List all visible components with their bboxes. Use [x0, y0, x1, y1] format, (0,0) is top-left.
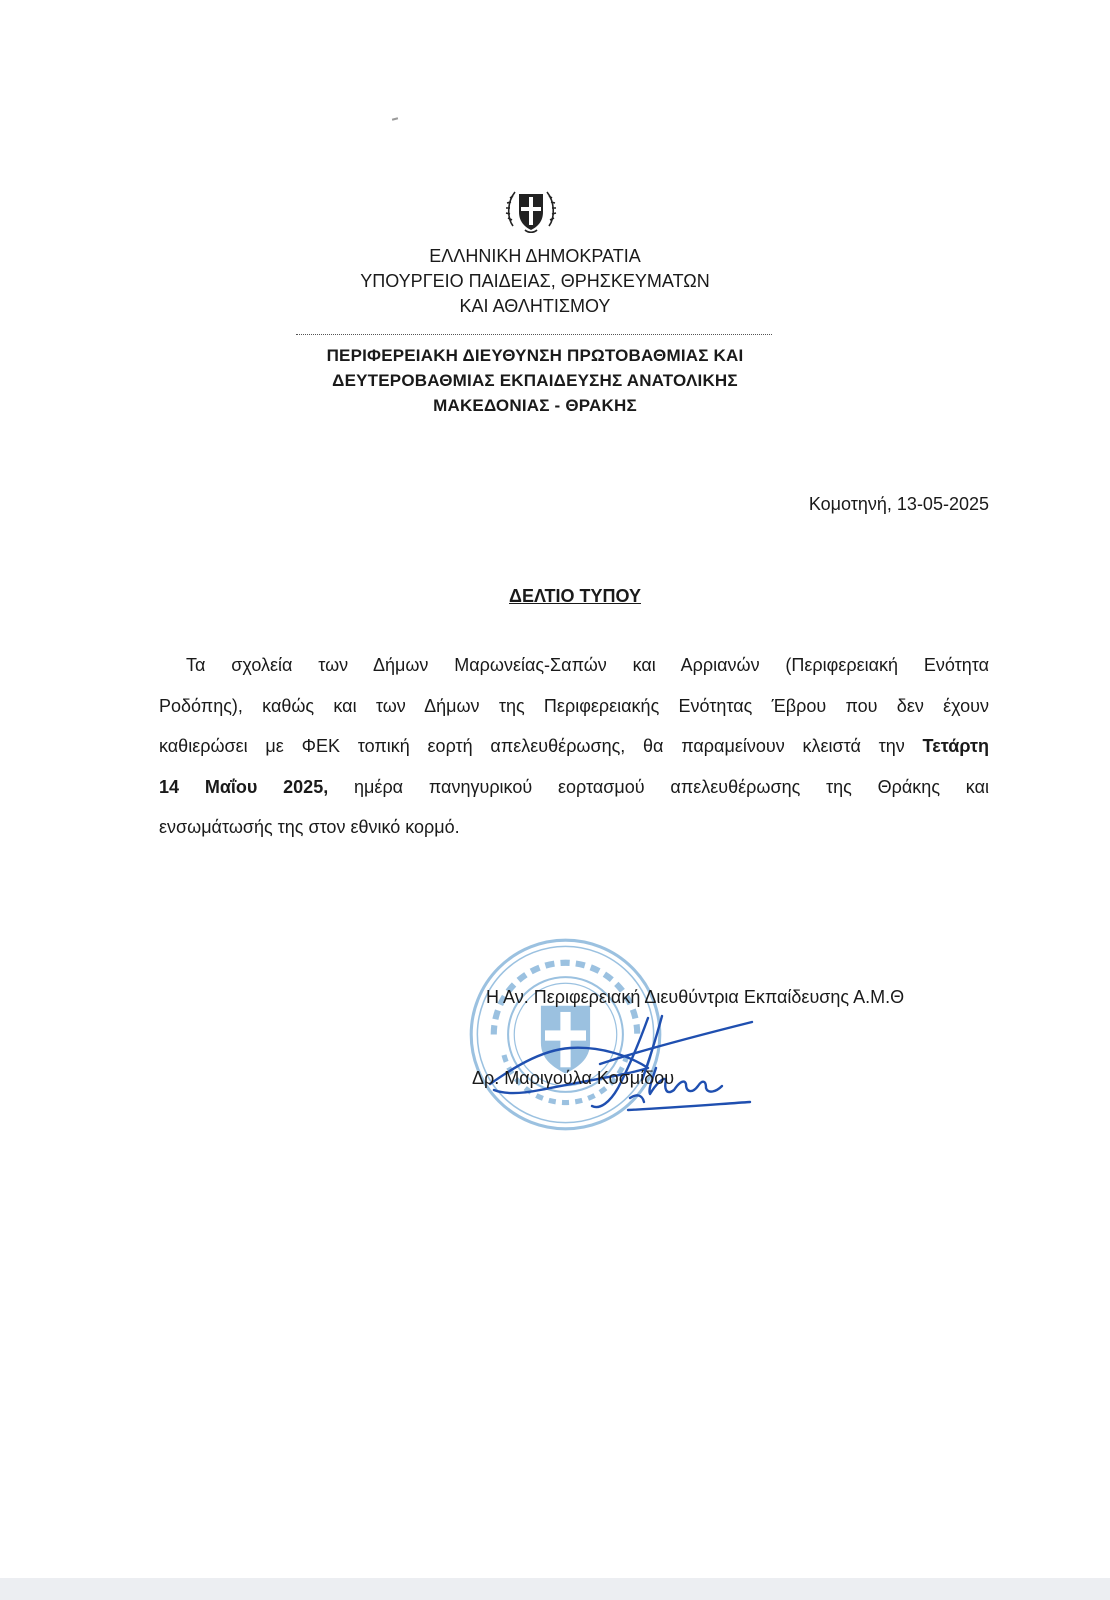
document-title: ΔΕΛΤΙΟ ΤΥΠΟΥ: [509, 586, 641, 606]
body-line-1: Τα σχολεία των Δήμων Μαρωνείας-Σαπών και Αρριανών (Περιφερειακή Ενότητα: [186, 655, 989, 675]
body-line-3-bold: Τετάρτη: [922, 736, 989, 756]
signatory-name: Δρ. Μαριγούλα Κοσμίδου: [472, 1068, 675, 1088]
body-line-3-text: καθιερώσει με ΦΕΚ τοπική εορτή απελευθέρωσης, θα παραμείνουν κλειστά την: [159, 736, 905, 756]
directorate-line-1: ΠΕΡΙΦΕΡΕΙΑΚΗ ΔΙΕΥΘΥΝΣΗ ΠΡΩΤΟΒΑΘΜΙΑΣ ΚΑΙ: [326, 346, 744, 365]
body-line-4: [159, 775, 989, 799]
directorate-line-2: ΔΕΥΤΕΡΟΒΑΘΜΙΑΣ ΕΚΠΑΙΔΕΥΣΗΣ ΑΝΑΤΟΛΙΚΗΣ: [332, 371, 738, 390]
directorate-line-3: ΜΑΚΕΔΟΝΙΑΣ - ΘΡΑΚΗΣ: [433, 396, 637, 415]
body-line-3: [159, 734, 989, 758]
header-line-1: ΕΛΛΗΝΙΚΗ ΔΗΜΟΚΡΑΤΙΑ: [429, 246, 641, 266]
body-line-4-bold: 14 Μαΐου 2025,: [159, 777, 329, 797]
page-bottom-edge: [0, 1578, 1110, 1600]
greek-coat-of-arms-icon: [503, 182, 559, 238]
body-line-2: Ροδόπης), καθώς και των Δήμων της Περιφερειακής Ενότητας Έβρου που δεν έχουν: [159, 696, 989, 716]
header-separator: [296, 334, 772, 335]
body-line-4-text: ημέρα πανηγυρικού εορτασμού απελευθέρωσης της Θράκης και: [354, 777, 989, 797]
header-line-2: ΥΠΟΥΡΓΕΙΟ ΠΑΙΔΕΙΑΣ, ΘΡΗΣΚΕΥΜΑΤΩΝ: [360, 271, 710, 291]
place-date: Κομοτηνή, 13-05-2025: [808, 494, 989, 514]
scan-speck: [392, 117, 398, 120]
signatory-title: Η Αν. Περιφερειακή Διευθύντρια Εκπαίδευσης Α.Μ.Θ: [486, 987, 905, 1007]
header-line-3: ΚΑΙ ΑΘΛΗΤΙΣΜΟΥ: [459, 296, 611, 316]
body-line-5: ενσωμάτωσής της στον εθνικό κορμό.: [159, 817, 460, 837]
